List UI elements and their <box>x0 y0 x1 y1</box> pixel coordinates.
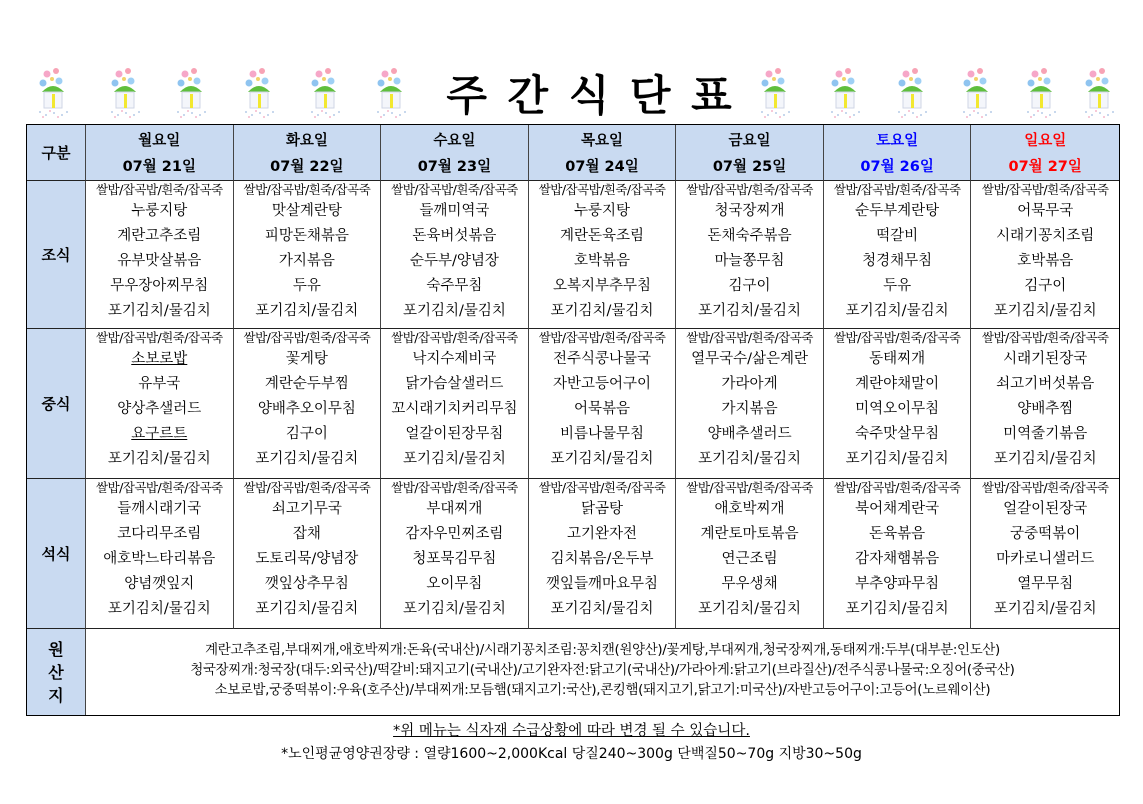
menu-item: 숙주맛살무침 <box>855 426 940 442</box>
menu-item: 계란순두부찜 <box>264 376 349 392</box>
flower-pot-icon <box>306 66 344 120</box>
origin-info <box>86 629 1119 715</box>
flower-pot-icon <box>1022 66 1060 120</box>
meal-cell <box>86 181 234 329</box>
day-header <box>529 125 677 181</box>
menu-item: 포기김치/물김치 <box>845 451 949 467</box>
flower-pot-icon <box>756 66 794 120</box>
day-date: 07월 24일 <box>565 159 639 175</box>
menu-item: 시래기꽁치조림 <box>996 228 1095 244</box>
menu-item: 부추양파무침 <box>855 576 940 592</box>
rice-options: 쌀밥/잡곡밥/흰죽/잡곡죽 <box>686 330 813 345</box>
menu-item: 청포묵김무침 <box>412 551 497 567</box>
rice-options: 쌀밥/잡곡밥/흰죽/잡곡죽 <box>833 182 961 197</box>
rice-options: 쌀밥/잡곡밥/흰죽/잡곡죽 <box>686 182 813 197</box>
meal-label: 조식 <box>27 181 86 329</box>
menu-item: 포기김치/물김치 <box>698 451 802 467</box>
rice-options: 쌀밥/잡곡밥/흰죽/잡곡죽 <box>243 182 371 197</box>
menu-item: 가지볶음 <box>278 253 335 269</box>
menu-item: 포기김치/물김치 <box>993 303 1097 319</box>
menu-item: 오복지부추무침 <box>552 278 652 294</box>
origin-label-char: 원 <box>48 639 64 659</box>
meal-label: 석식 <box>27 479 86 629</box>
meal-cell <box>971 181 1119 329</box>
menu-item: 가라아게 <box>721 376 778 392</box>
meal-cell <box>529 479 677 629</box>
menu-item: 포기김치/물김치 <box>550 303 654 319</box>
rice-options: 쌀밥/잡곡밥/흰죽/잡곡죽 <box>95 182 223 197</box>
day-date: 07월 21일 <box>122 159 196 175</box>
menu-item: 계란돈육조림 <box>559 228 645 244</box>
menu-item: 포기김치/물김치 <box>698 303 802 319</box>
day-header <box>971 125 1119 181</box>
menu-item: 자반고등어구이 <box>552 376 652 392</box>
meal-cell <box>824 479 972 629</box>
meal-cell <box>529 181 677 329</box>
meal-cell <box>529 329 677 479</box>
menu-item: 포기김치/물김치 <box>255 451 359 467</box>
day-name: 일요일 <box>1024 133 1067 149</box>
rice-options: 쌀밥/잡곡밥/흰죽/잡곡죽 <box>981 182 1109 197</box>
meal-cell <box>86 479 234 629</box>
rice-options: 쌀밥/잡곡밥/흰죽/잡곡죽 <box>95 330 223 345</box>
origin-line: 소보로밥,궁중떡볶이:우육(호주산)/부대찌개:모듬햄(돼지고기:국산),콘킹햄(돼지고기,닭고기:미국산)/자반고등어구이:고등어(노르웨이산) <box>214 683 991 698</box>
menu-item: 계란야채말이 <box>855 376 940 392</box>
menu-item: 애호박찌개 <box>714 501 785 517</box>
menu-item: 쇠고기버섯볶음 <box>996 376 1095 392</box>
menu-item: 쇠고기무국 <box>271 501 342 517</box>
menu-item: 돈육볶음 <box>869 526 926 542</box>
menu-item: 감자채햄볶음 <box>855 551 940 567</box>
menu-item: 닭가슴살샐러드 <box>405 376 504 392</box>
menu-item: 꼬시래기치커리무침 <box>391 401 518 417</box>
menu-item: 김치볶음/온두부 <box>550 551 654 567</box>
menu-item: 들깨미역국 <box>419 203 490 219</box>
menu-item: 호박볶음 <box>573 253 630 269</box>
menu-item: 무우장아찌무침 <box>110 278 209 294</box>
day-date: 07월 22일 <box>270 159 344 175</box>
menu-item: 마카로니샐러드 <box>996 551 1095 567</box>
day-name: 금요일 <box>728 133 771 149</box>
meal-cell <box>824 181 972 329</box>
menu-item: 전주식콩나물국 <box>552 351 652 367</box>
origin-label <box>27 629 86 715</box>
meal-cell <box>676 181 824 329</box>
menu-item: 양배추찜 <box>1017 401 1074 417</box>
menu-item: 누룽지탕 <box>573 203 630 219</box>
menu-item: 포기김치/물김치 <box>402 303 506 319</box>
flower-pot-icon <box>958 66 996 120</box>
menu-item: 두유 <box>883 278 912 294</box>
menu-item: 포기김치/물김치 <box>107 303 211 319</box>
menu-item: 미역오이무침 <box>855 401 940 417</box>
menu-item: 포기김치/물김치 <box>402 451 506 467</box>
header-label: 구분 <box>27 125 86 181</box>
menu-item: 궁중떡볶이 <box>1010 526 1081 542</box>
menu-item: 돈채숙주볶음 <box>707 228 792 244</box>
menu-item: 양상추샐러드 <box>117 401 202 417</box>
meal-cell <box>234 329 382 479</box>
menu-item: 닭곰탕 <box>580 501 623 517</box>
menu-item: 연근조림 <box>721 551 778 567</box>
menu-item: 순두부/양념장 <box>409 253 499 269</box>
day-name: 화요일 <box>285 133 328 149</box>
day-name: 토요일 <box>876 133 919 149</box>
day-name: 목요일 <box>580 133 623 149</box>
flower-pot-icon <box>34 66 72 120</box>
rice-options: 쌀밥/잡곡밥/흰죽/잡곡죽 <box>95 480 223 495</box>
menu-item: 열무국수/삶은계란 <box>691 351 809 367</box>
menu-item: 소보로밥 <box>131 351 188 367</box>
meal-cell <box>381 329 529 479</box>
menu-item: 순두부계란탕 <box>855 203 940 219</box>
meal-cell <box>971 479 1119 629</box>
meal-cell <box>676 479 824 629</box>
menu-item: 계란토마토볶음 <box>700 526 799 542</box>
menu-item: 요구르트 <box>131 426 188 442</box>
meal-cell <box>676 329 824 479</box>
meal-cell <box>381 479 529 629</box>
menu-item: 마늘쫑무침 <box>714 253 785 269</box>
rice-options: 쌀밥/잡곡밥/흰죽/잡곡죽 <box>833 480 961 495</box>
meal-cell <box>971 329 1119 479</box>
menu-item: 포기김치/물김치 <box>255 601 359 617</box>
menu-item: 무우생채 <box>721 576 778 592</box>
meal-label: 중식 <box>27 329 86 479</box>
menu-item: 포기김치/물김치 <box>698 601 802 617</box>
origin-label-char: 산 <box>48 662 64 682</box>
meal-cell <box>381 181 529 329</box>
rice-options: 쌀밥/잡곡밥/흰죽/잡곡죽 <box>686 480 813 495</box>
menu-item: 누룽지탕 <box>131 203 188 219</box>
menu-item: 잡채 <box>292 526 321 542</box>
menu-item: 포기김치/물김치 <box>993 601 1097 617</box>
meal-cell <box>86 329 234 479</box>
rice-options: 쌀밥/잡곡밥/흰죽/잡곡죽 <box>833 330 961 345</box>
meal-cell <box>234 479 382 629</box>
menu-item: 감자우민찌조림 <box>405 526 504 542</box>
menu-item: 포기김치/물김치 <box>845 303 949 319</box>
menu-item: 코다리무조림 <box>117 526 202 542</box>
menu-item: 비름나물무침 <box>559 426 645 442</box>
menu-item: 낙지수제비국 <box>412 351 497 367</box>
flower-pot-icon <box>893 66 931 120</box>
day-name: 월요일 <box>138 133 181 149</box>
day-header <box>381 125 529 181</box>
flower-pot-icon <box>240 66 278 120</box>
menu-item: 포기김치/물김치 <box>993 451 1097 467</box>
menu-item: 어묵무국 <box>1017 203 1074 219</box>
meal-cell <box>234 181 382 329</box>
flower-pot-icon <box>172 66 210 120</box>
rice-options: 쌀밥/잡곡밥/흰죽/잡곡죽 <box>391 330 518 345</box>
rice-options: 쌀밥/잡곡밥/흰죽/잡곡죽 <box>391 182 518 197</box>
menu-item: 김구이 <box>285 426 328 442</box>
rice-options: 쌀밥/잡곡밥/흰죽/잡곡죽 <box>538 480 666 495</box>
nutrition-guideline: *노인평균영양권장량 : 열량1600~2,000Kcal 당질240~300g 단백질50~70g 지방30~50g <box>281 746 862 762</box>
day-date: 07월 27일 <box>1008 159 1082 175</box>
menu-item: 꽃게탕 <box>285 351 328 367</box>
menu-item: 포기김치/물김치 <box>107 601 211 617</box>
menu-item: 깻잎상추무침 <box>264 576 349 592</box>
menu-item: 청경채무침 <box>862 253 933 269</box>
day-date: 07월 25일 <box>712 159 787 175</box>
menu-item: 양념깻잎지 <box>124 576 195 592</box>
rice-options: 쌀밥/잡곡밥/흰죽/잡곡죽 <box>981 330 1109 345</box>
menu-item: 두유 <box>292 278 321 294</box>
origin-label-char: 지 <box>48 685 64 705</box>
change-notice: *위 메뉴는 식자재 수급상황에 따라 변경 될 수 있습니다. <box>393 723 750 739</box>
menu-item: 깻잎들깨마요무침 <box>545 576 659 592</box>
origin-line: 계란고추조림,부대찌개,애호박찌개:돈육(국내산)/시래기꽁치조림:꽁치캔(원양산)/꽃게탕,부대찌개,청국장찌개,동태찌개:두부(대부분:인도산) <box>205 643 1000 658</box>
flower-pot-icon <box>1080 66 1118 120</box>
menu-item: 얼갈이된장무침 <box>405 426 504 442</box>
menu-item: 호박볶음 <box>1017 253 1074 269</box>
menu-item: 포기김치/물김치 <box>402 601 506 617</box>
day-date: 07월 23일 <box>417 159 492 175</box>
menu-item: 피망돈채볶음 <box>264 228 349 244</box>
menu-item: 북어채계란국 <box>855 501 940 517</box>
menu-item: 유부국 <box>138 376 181 392</box>
day-header <box>676 125 824 181</box>
flower-pot-icon <box>106 66 144 120</box>
rice-options: 쌀밥/잡곡밥/흰죽/잡곡죽 <box>538 330 666 345</box>
menu-item: 포기김치/물김치 <box>550 451 654 467</box>
menu-item: 숙주무침 <box>426 278 483 294</box>
menu-item: 떡갈비 <box>876 228 919 244</box>
day-name: 수요일 <box>433 133 476 149</box>
rice-options: 쌀밥/잡곡밥/흰죽/잡곡죽 <box>243 480 371 495</box>
menu-item: 돈육버섯볶음 <box>412 228 497 244</box>
menu-item: 고기완자전 <box>566 526 638 542</box>
menu-item: 양배추오이무침 <box>257 401 356 417</box>
menu-item: 포기김치/물김치 <box>107 451 211 467</box>
menu-item: 얼갈이된장국 <box>1003 501 1088 517</box>
menu-item: 가지볶음 <box>721 401 778 417</box>
rice-options: 쌀밥/잡곡밥/흰죽/잡곡죽 <box>243 330 371 345</box>
menu-item: 어묵볶음 <box>573 401 630 417</box>
page-title: 주 간 식 단 표 <box>446 71 732 120</box>
menu-item: 도토리묵/양념장 <box>255 551 359 567</box>
menu-item: 미역줄기볶음 <box>1003 426 1088 442</box>
flower-pot-icon <box>826 66 864 120</box>
day-date: 07월 26일 <box>860 159 934 175</box>
day-header <box>86 125 234 181</box>
menu-item: 열무무침 <box>1017 576 1074 592</box>
menu-item: 김구이 <box>728 278 771 294</box>
origin-line: 청국장찌개:청국장(대두:외국산)/떡갈비:돼지고기(국내산)/고기완자전:닭고기(국내산)/가라아게:닭고기(브라질산)/전주식콩나물국:오징어(중국산) <box>190 663 1015 678</box>
flower-pot-icon <box>372 66 410 120</box>
menu-item: 김구이 <box>1024 278 1067 294</box>
menu-table <box>26 124 1120 716</box>
menu-item: 오이무침 <box>426 576 483 592</box>
rice-options: 쌀밥/잡곡밥/흰죽/잡곡죽 <box>391 480 518 495</box>
menu-item: 포기김치/물김치 <box>845 601 949 617</box>
menu-item: 시래기된장국 <box>1003 351 1088 367</box>
rice-options: 쌀밥/잡곡밥/흰죽/잡곡죽 <box>981 480 1109 495</box>
menu-item: 계란고추조림 <box>117 228 202 244</box>
day-header <box>824 125 972 181</box>
menu-item: 양배추샐러드 <box>707 426 792 442</box>
menu-item: 포기김치/물김치 <box>255 303 359 319</box>
rice-options: 쌀밥/잡곡밥/흰죽/잡곡죽 <box>538 182 666 197</box>
menu-item: 애호박느타리볶음 <box>103 551 216 567</box>
menu-item: 포기김치/물김치 <box>550 601 654 617</box>
meal-cell <box>824 329 972 479</box>
day-header <box>234 125 382 181</box>
menu-item: 부대찌개 <box>426 501 483 517</box>
menu-item: 유부맛살볶음 <box>117 253 202 269</box>
menu-item: 청국장찌개 <box>714 203 785 219</box>
menu-item: 들깨시래기국 <box>117 501 202 517</box>
menu-item: 맛살계란탕 <box>271 203 342 219</box>
menu-item: 동태찌개 <box>869 351 926 367</box>
